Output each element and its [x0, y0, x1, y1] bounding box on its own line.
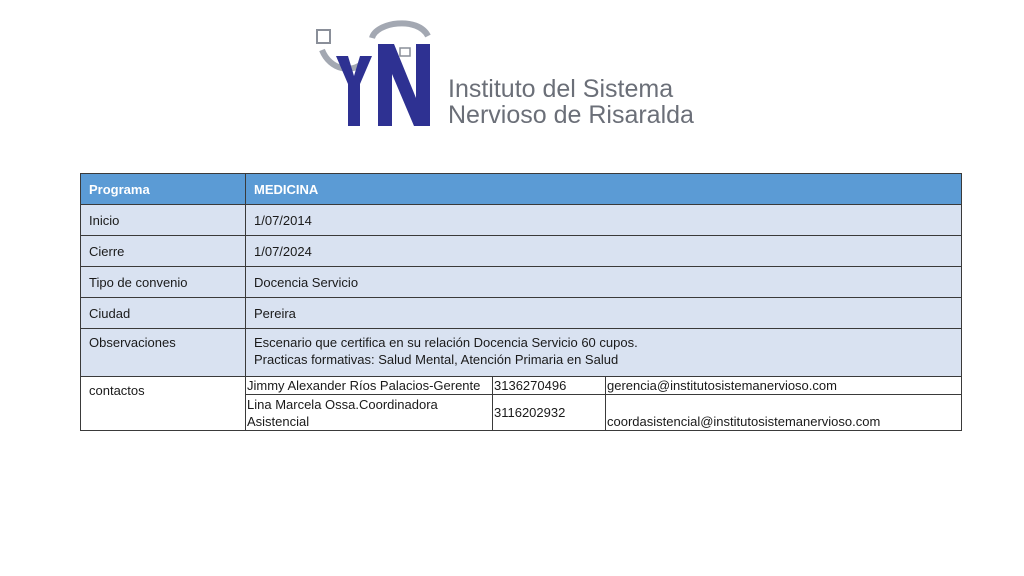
contact-row — [246, 377, 961, 395]
contact-row — [246, 395, 961, 431]
row-label: Ciudad — [81, 298, 246, 329]
contacts-table — [246, 377, 961, 430]
observaciones-value — [246, 329, 962, 377]
observaciones-line1: Escenario que certifica en su relación Docencia Servicio 60 cupos. — [254, 335, 638, 350]
row-value: Pereira — [246, 298, 962, 329]
contact-name: Jimmy Alexander Ríos Palacios-Gerente — [246, 377, 493, 395]
institute-name-line1: Instituto del Sistema — [448, 75, 674, 103]
table-row-ciudad — [81, 298, 962, 329]
table-row-inicio — [81, 205, 962, 236]
institute-logo — [314, 18, 714, 130]
isnr-logo-mark-icon — [314, 18, 444, 130]
program-table — [80, 173, 962, 431]
institute-name — [448, 76, 694, 128]
row-label: Cierre — [81, 236, 246, 267]
institute-name-line2: Nervioso de Risaralda — [448, 101, 694, 129]
observaciones-line2: Practicas formativas: Salud Mental, Atención Primaria en Salud — [254, 352, 619, 367]
table-header-row — [81, 174, 962, 205]
contacts-cell — [246, 377, 962, 431]
table-row-cierre — [81, 236, 962, 267]
row-label: Inicio — [81, 205, 246, 236]
contact-email: coordasistencial@institutosistemanervioso.com — [606, 395, 962, 431]
table-row-contactos — [81, 377, 962, 431]
contact-email: gerencia@institutosistemanervioso.com — [606, 377, 962, 395]
contact-phone: 3116202932 — [493, 395, 606, 431]
table-row-tipo-convenio — [81, 267, 962, 298]
row-value: 1/07/2014 — [246, 205, 962, 236]
table-row-observaciones — [81, 329, 962, 377]
header-value: MEDICINA — [246, 174, 962, 205]
contact-phone: 3136270496 — [493, 377, 606, 395]
row-label: contactos — [81, 377, 246, 431]
row-label: Tipo de convenio — [81, 267, 246, 298]
row-value: 1/07/2024 — [246, 236, 962, 267]
row-value: Docencia Servicio — [246, 267, 962, 298]
header-label: Programa — [81, 174, 246, 205]
row-label: Observaciones — [81, 329, 246, 377]
contact-name: Lina Marcela Ossa.Coordinadora Asistencial — [246, 395, 493, 431]
